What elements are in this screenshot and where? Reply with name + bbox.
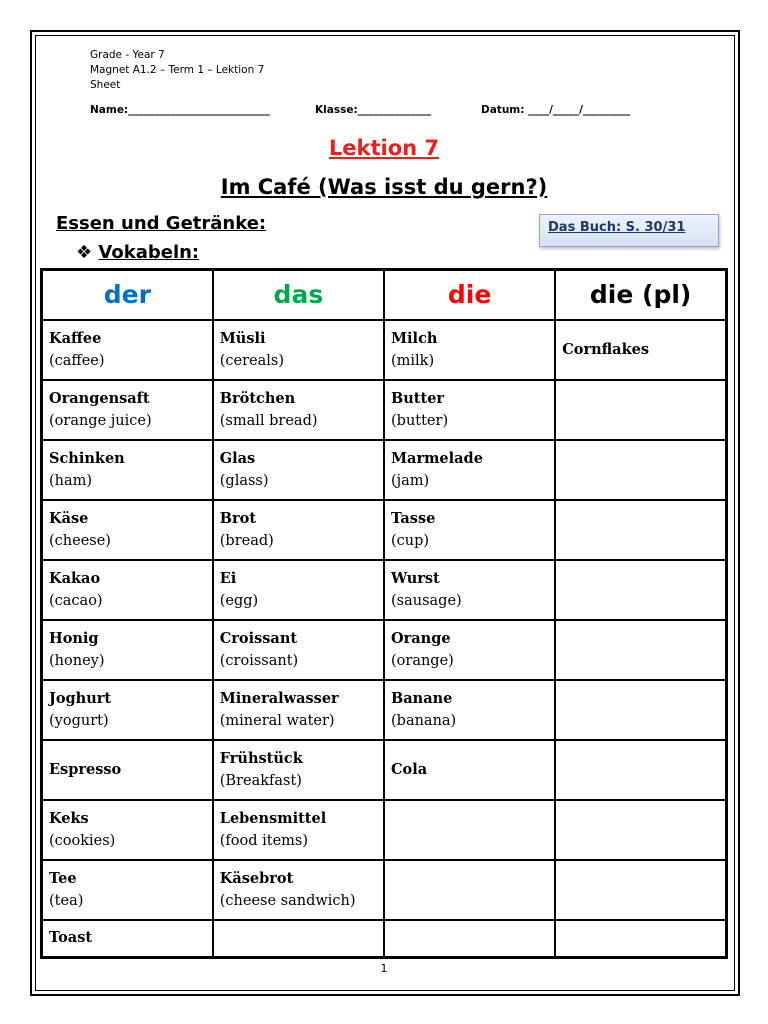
diamond-bullet-icon: ❖ — [76, 242, 93, 263]
english-translation: (orange juice) — [49, 412, 152, 429]
vocab-cell-die-plural — [555, 380, 726, 440]
sheet-line: Sheet — [90, 79, 121, 91]
vocab-heading — [76, 242, 199, 263]
table-row — [42, 320, 727, 380]
english-translation: (cup) — [391, 532, 430, 549]
german-word: Brötchen — [219, 389, 296, 407]
course-line: Magnet A1.2 – Term 1 – Lektion 7 — [90, 64, 265, 76]
table-row — [42, 560, 727, 620]
vocab-cell-die-plural — [555, 860, 726, 920]
vocab-cell-das — [213, 860, 384, 920]
vocab-cell-die — [384, 860, 555, 920]
vocab-cell-die — [384, 740, 555, 800]
book-reference: Das Buch: S. 30/31 — [548, 220, 686, 235]
table-row — [42, 620, 727, 680]
vocab-cell-das — [213, 380, 384, 440]
vocab-cell-die-plural — [555, 320, 726, 380]
english-translation: (orange) — [391, 652, 454, 669]
english-translation: (jam) — [391, 472, 430, 489]
worksheet-header — [90, 48, 264, 93]
english-translation: (mineral water) — [219, 712, 335, 729]
vocab-cell-der — [42, 380, 213, 440]
vocab-cell-die — [384, 440, 555, 500]
vocab-cell-der — [42, 620, 213, 680]
english-translation: (glass) — [219, 472, 269, 489]
german-word: Kaffee — [49, 329, 102, 347]
vocab-cell-die — [384, 560, 555, 620]
vocab-cell-die-plural — [555, 620, 726, 680]
german-word: Lebensmittel — [219, 809, 327, 827]
lesson-number: Lektion 7 — [328, 136, 440, 160]
german-word: Honig — [49, 629, 99, 647]
english-translation: (milk) — [391, 352, 435, 369]
section-heading: Essen und Getränke: — [56, 213, 267, 234]
header-das: das — [213, 270, 384, 320]
german-word: Cola — [391, 760, 428, 778]
german-word: Müsli — [219, 329, 266, 347]
german-word: Schinken — [49, 449, 125, 467]
vocab-cell-der — [42, 440, 213, 500]
english-translation: (tea) — [49, 892, 84, 909]
english-translation: (food items) — [219, 832, 309, 849]
german-word: Espresso — [49, 760, 122, 778]
english-translation: (cacao) — [49, 592, 103, 609]
name-field: Name:___________________________ — [90, 104, 270, 116]
vocab-cell-das — [213, 440, 384, 500]
vocab-cell-die — [384, 920, 555, 958]
table-row — [42, 740, 727, 800]
vocab-cell-das — [213, 800, 384, 860]
english-translation: (cereals) — [219, 352, 285, 369]
english-translation: (butter) — [391, 412, 449, 429]
german-word: Ei — [219, 569, 237, 587]
german-word: Frühstück — [219, 749, 303, 767]
german-word: Marmelade — [391, 449, 483, 467]
table-row — [42, 800, 727, 860]
vocab-cell-die-plural — [555, 920, 726, 958]
english-translation: (sausage) — [391, 592, 462, 609]
german-word: Orange — [391, 629, 451, 647]
table-row — [42, 380, 727, 440]
german-word: Joghurt — [49, 689, 112, 707]
table-row — [42, 440, 727, 500]
vocab-cell-der — [42, 740, 213, 800]
date-field: Datum: ____/_____/_________ — [481, 104, 631, 116]
vocab-cell-die — [384, 500, 555, 560]
english-translation: (honey) — [49, 652, 105, 669]
vocab-cell-das — [213, 620, 384, 680]
grade-line: Grade - Year 7 — [90, 49, 165, 61]
german-word: Käsebrot — [219, 869, 294, 887]
english-translation: (yogurt) — [49, 712, 109, 729]
german-word: Banane — [391, 689, 453, 707]
vocab-cell-das — [213, 920, 384, 958]
vocab-cell-die-plural — [555, 440, 726, 500]
vocab-label: Vokabeln: — [98, 242, 200, 263]
header-die-plural: die (pl) — [555, 270, 726, 320]
page-number: 1 — [380, 962, 388, 975]
german-word: Croissant — [219, 629, 298, 647]
vocab-cell-der — [42, 680, 213, 740]
vocab-cell-der — [42, 320, 213, 380]
english-translation: (croissant) — [219, 652, 299, 669]
german-word: Tasse — [391, 509, 436, 527]
vocab-cell-der — [42, 500, 213, 560]
vocab-cell-das — [213, 320, 384, 380]
german-word: Mineralwasser — [219, 689, 339, 707]
german-word: Butter — [391, 389, 445, 407]
table-row — [42, 860, 727, 920]
german-word: Orangensaft — [49, 389, 150, 407]
german-word: Käse — [49, 509, 89, 527]
vocab-cell-die — [384, 320, 555, 380]
table-row — [42, 500, 727, 560]
german-word: Glas — [219, 449, 256, 467]
german-word: Milch — [391, 329, 438, 347]
vocab-cell-die-plural — [555, 800, 726, 860]
vocab-table — [40, 268, 728, 959]
german-word: Wurst — [391, 569, 440, 587]
class-field: Klasse:______________ — [315, 104, 432, 116]
german-word: Toast — [49, 929, 93, 947]
vocab-cell-das — [213, 560, 384, 620]
table-row — [42, 920, 727, 958]
english-translation: (cheese) — [49, 532, 111, 549]
vocab-cell-die — [384, 800, 555, 860]
book-reference-box — [539, 214, 719, 247]
english-translation: (caffee) — [49, 352, 105, 369]
english-translation: (ham) — [49, 472, 93, 489]
english-translation: (egg) — [219, 592, 259, 609]
header-der: der — [42, 270, 213, 320]
english-translation: (Breakfast) — [219, 772, 302, 789]
vocab-cell-der — [42, 860, 213, 920]
german-word: Tee — [49, 869, 77, 887]
vocab-cell-die — [384, 620, 555, 680]
page-title: Im Café (Was isst du gern?) — [220, 175, 548, 199]
table-row — [42, 680, 727, 740]
english-translation: (banana) — [391, 712, 457, 729]
vocab-cell-die-plural — [555, 740, 726, 800]
vocab-cell-die — [384, 380, 555, 440]
english-translation: (cookies) — [49, 832, 116, 849]
vocab-cell-die-plural — [555, 560, 726, 620]
vocab-cell-der — [42, 560, 213, 620]
vocab-cell-der — [42, 920, 213, 958]
english-translation: (small bread) — [219, 412, 318, 429]
vocab-cell-das — [213, 680, 384, 740]
vocab-cell-das — [213, 740, 384, 800]
vocab-cell-die-plural — [555, 680, 726, 740]
german-word: Kakao — [49, 569, 101, 587]
german-word: Keks — [49, 809, 89, 827]
vocab-cell-die-plural — [555, 500, 726, 560]
german-word: Cornflakes — [562, 340, 650, 358]
english-translation: (bread) — [219, 532, 274, 549]
vocab-cell-der — [42, 800, 213, 860]
english-translation: (cheese sandwich) — [219, 892, 356, 909]
table-header-row — [42, 270, 727, 320]
header-die: die — [384, 270, 555, 320]
german-word: Brot — [219, 509, 257, 527]
vocab-cell-die — [384, 680, 555, 740]
vocab-cell-das — [213, 500, 384, 560]
